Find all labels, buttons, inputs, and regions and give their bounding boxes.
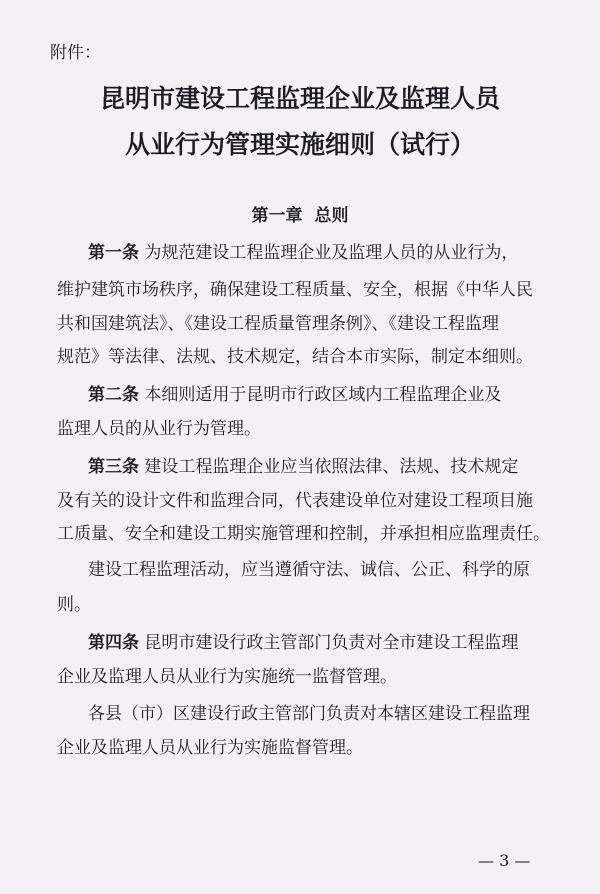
article-4-para2-line1: 各县（市）区建设行政主管部门负责对本辖区建设工程监理 (88, 704, 530, 724)
article-1-line1 (88, 238, 518, 263)
article-4-label: 第四条 (88, 633, 139, 653)
article-3-label: 第三条 (88, 457, 139, 477)
article-1-line2: 维护建筑市场秩序，确保建设工程质量、安全，根据《中华人民 (57, 280, 533, 300)
document-title-line1: 昆明市建设工程监理企业及监理人员 (99, 84, 500, 113)
article-3-para2-line1: 建设工程监理活动，应当遵循守法、诚信、公正、科学的原 (88, 560, 530, 580)
article-2-label: 第二条 (88, 385, 139, 405)
article-4-line1 (88, 628, 518, 653)
document-title-line2: 从业行为管理实施细则（试行） (124, 130, 475, 159)
article-1-label: 第一条 (88, 243, 139, 263)
article-4-line2: 企业及监理人员从业行为实施统一监督管理。 (57, 667, 397, 687)
article-1-line3: 共和国建筑法》、《建设工程质量管理条例》、《建设工程监理 (57, 314, 499, 334)
article-3-line3: 工质量、安全和建设工期实施管理和控制，并承担相应监理责任。 (57, 524, 550, 544)
chapter-heading (0, 201, 600, 226)
article-1-text1: 为规范建设工程监理企业及监理人员的从业行为， (144, 243, 519, 263)
chapter-number: 第一章 (251, 206, 303, 226)
article-1-line4: 规范》等法律、法规、技术规定，结合本市实际，制定本细则。 (57, 347, 533, 367)
article-3-para2-line2: 则。 (57, 595, 91, 615)
article-3-line2: 及有关的设计文件和监理合同，代表建设单位对建设工程项目施 (57, 491, 533, 511)
attachment-label: 附件： (50, 43, 101, 63)
chapter-name: 总则 (314, 206, 349, 226)
article-3-text1: 建设工程监理企业应当依照法律、法规、技术规定 (144, 457, 519, 477)
article-2-line2: 监理人员的从业行为管理。 (57, 419, 261, 439)
article-3-line1 (88, 452, 518, 477)
article-4-para2-line2: 企业及监理人员从业行为实施监督管理。 (57, 738, 363, 758)
page-number: — 3 — (478, 851, 531, 870)
article-2-text1: 本细则适用于昆明市行政区域内工程监理企业及 (144, 385, 502, 405)
article-4-text1: 昆明市建设行政主管部门负责对全市建设工程监理 (144, 633, 519, 653)
article-2-line1 (88, 380, 501, 405)
